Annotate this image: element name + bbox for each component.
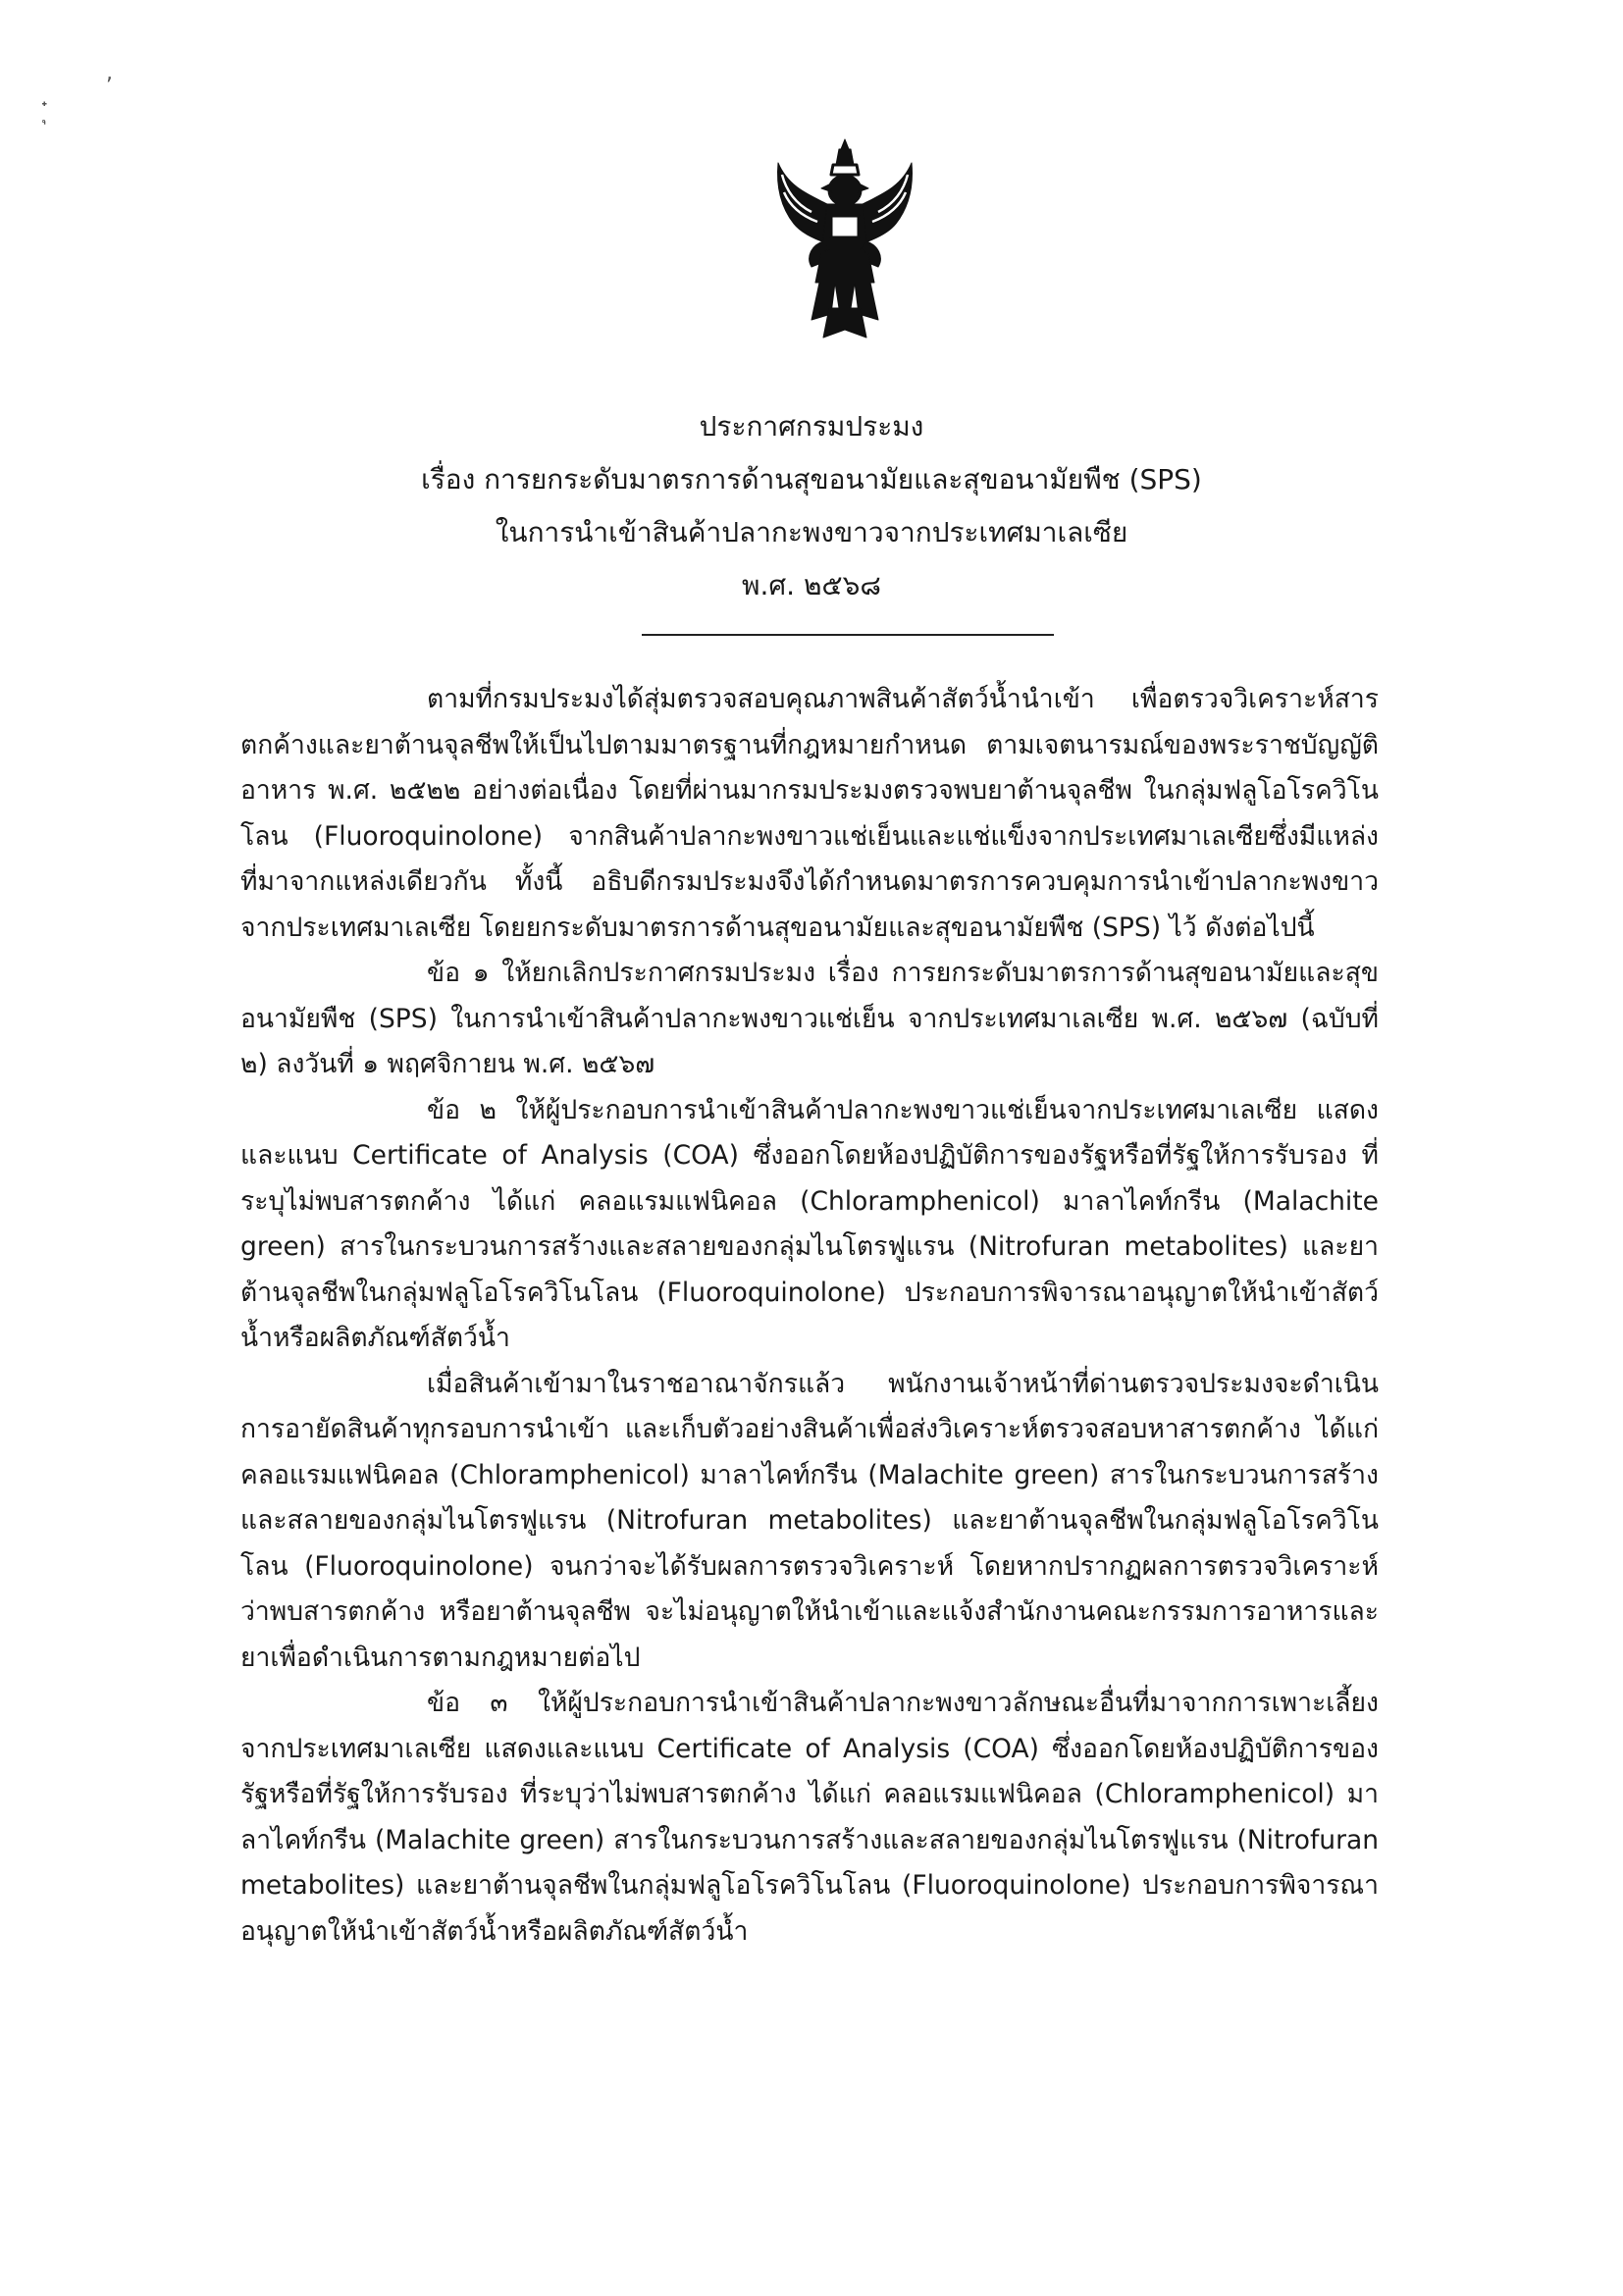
clause-2-paragraph: ข้อ ๒ ให้ผู้ประกอบการนำเข้าสินค้าปลากะพงขาวแช่เย็นจากประเทศมาเลเซีย แสดงและแนบ Certificate of Analysis (COA) ซึ่งออกโดยห้องปฏิบัติการของรัฐหรือที่รัฐให้การรับรอง ที่ระบุไม่พบสารตกค้าง ได้แก่ คลอแรมแฟนิคอล (Chloramphenicol) มาลาไคท์กรีน (Malachite green) สารในกระบวนการสร้างและสลายของกลุ่มไนโตรฟูแรน (Nitrofuran metabolites) และยาต้านจุลชีพในกลุ่มฟลูโอโรควิโนโลน (Fluoroquinolone) ประกอบการพิจารณาอนุญาตให้นำเข้าสัตว์น้ำหรือผลิตภัณฑ์สัตว์น้ำ: [240, 1094, 1379, 1353]
clause-1-paragraph: ข้อ ๑ ให้ยกเลิกประกาศกรมประมง เรื่อง การยกระดับมาตรการด้านสุขอนามัยและสุขอนามัยพืช (SPS) ในการนำเข้าสินค้าปลากะพงขาวแช่เย็น จากประเทศมาเลเซีย พ.ศ. ๒๕๖๗ (ฉบับที่ ๒) ลงวันที่ ๑ พฤศจิกายน พ.ศ. ๒๕๖๗: [240, 958, 1379, 1079]
header-divider: [642, 634, 1054, 636]
clause-2-detail-paragraph: เมื่อสินค้าเข้ามาในราชอาณาจักรแล้ว พนักงานเจ้าหน้าที่ด่านตรวจประมงจะดำเนินการอายัดสินค้าทุกรอบการนำเข้า และเก็บตัวอย่างสินค้าเพื่อส่งวิเคราะห์ตรวจสอบหาสารตกค้าง ได้แก่ คลอแรมแฟนิคอล (Chloramphenicol) มาลาไคท์กรีน (Malachite green) สารในกระบวนการสร้างและสลายของกลุ่มไนโตรฟูแรน (Nitrofuran metabolites) และยาต้านจุลชีพในกลุ่มฟลูโอโรควิโนโลน (Fluoroquinolone) จนกว่าจะได้รับผลการตรวจวิเคราะห์ โดยหากปรากฏผลการตรวจวิเคราะห์ว่าพบสารตกค้าง หรือยาต้านจุลชีพ จะไม่อนุญาตให้นำเข้าและแจ้งสำนักงานคณะกรรมการอาหารและยาเพื่อดำเนินการตามกฎหมายต่อไป: [240, 1368, 1379, 1673]
preamble-paragraph: ตามที่กรมประมงได้สุ่มตรวจสอบคุณภาพสินค้าสัตว์น้ำนำเข้า เพื่อตรวจวิเคราะห์สารตกค้างและยาต้านจุลชีพให้เป็นไปตามมาตรฐานที่กฎหมายกำหนด ตามเจตนารมณ์ของพระราชบัญญัติอาหาร พ.ศ. ๒๕๒๒ อย่างต่อเนื่อง โดยที่ผ่านมากรมประมงตรวจพบยาต้านจุลชีพ ในกลุ่มฟลูโอโรควิโนโลน (Fluoroquinolone) จากสินค้าปลากะพงขาวแช่เย็นและแช่แข็งจากประเทศมาเลเซียซึ่งมีแหล่งที่มาจากแหล่งเดียวกัน ทั้งนี้ อธิบดีกรมประมงจึงได้กำหนดมาตรการควบคุมการนำเข้าปลากะพงขาวจากประเทศมาเลเซีย โดยยกระดับมาตรการด้านสุขอนามัยและสุขอนามัยพืช (SPS) ไว้ ดังต่อไปนี้: [240, 684, 1379, 943]
garuda-emblem-icon: [772, 135, 917, 341]
clause-3-paragraph: ข้อ ๓ ให้ผู้ประกอบการนำเข้าสินค้าปลากะพงขาวลักษณะอื่นที่มาจากการเพาะเลี้ยงจากประเทศมาเลเซีย แสดงและแนบ Certificate of Analysis (COA) ซึ่งออกโดยห้องปฏิบัติการของรัฐหรือที่รัฐให้การรับรอง ที่ระบุว่าไม่พบสารตกค้าง ได้แก่ คลอแรมแฟนิคอล (Chloramphenicol) มาลาไคท์กรีน (Malachite green) สารในกระบวนการสร้างและสลายของกลุ่มไนโตรฟูแรน (Nitrofuran metabolites) และยาต้านจุลชีพในกลุ่มฟลูโอโรควิโนโลน (Fluoroquinolone) ประกอบการพิจารณาอนุญาตให้นำเข้าสัตว์น้ำหรือผลิตภัณฑ์สัตว์น้ำ: [240, 1688, 1379, 1947]
announcement-year: พ.ศ. ๒๕๖๘: [742, 569, 881, 601]
scan-mark: ,: [106, 61, 113, 85]
announcement-header: [294, 400, 1329, 612]
announcement-subject-continued: ในการนำเข้าสินค้าปลากะพงขาวจากประเทศมาเลเซีย: [495, 516, 1128, 548]
announcement-body: [240, 677, 1379, 1955]
announcement-title: ประกาศกรมประมง: [699, 410, 924, 443]
announcement-subject: เรื่อง การยกระดับมาตรการด้านสุขอนามัยและสุขอนามัยพืช (SPS): [421, 463, 1202, 496]
